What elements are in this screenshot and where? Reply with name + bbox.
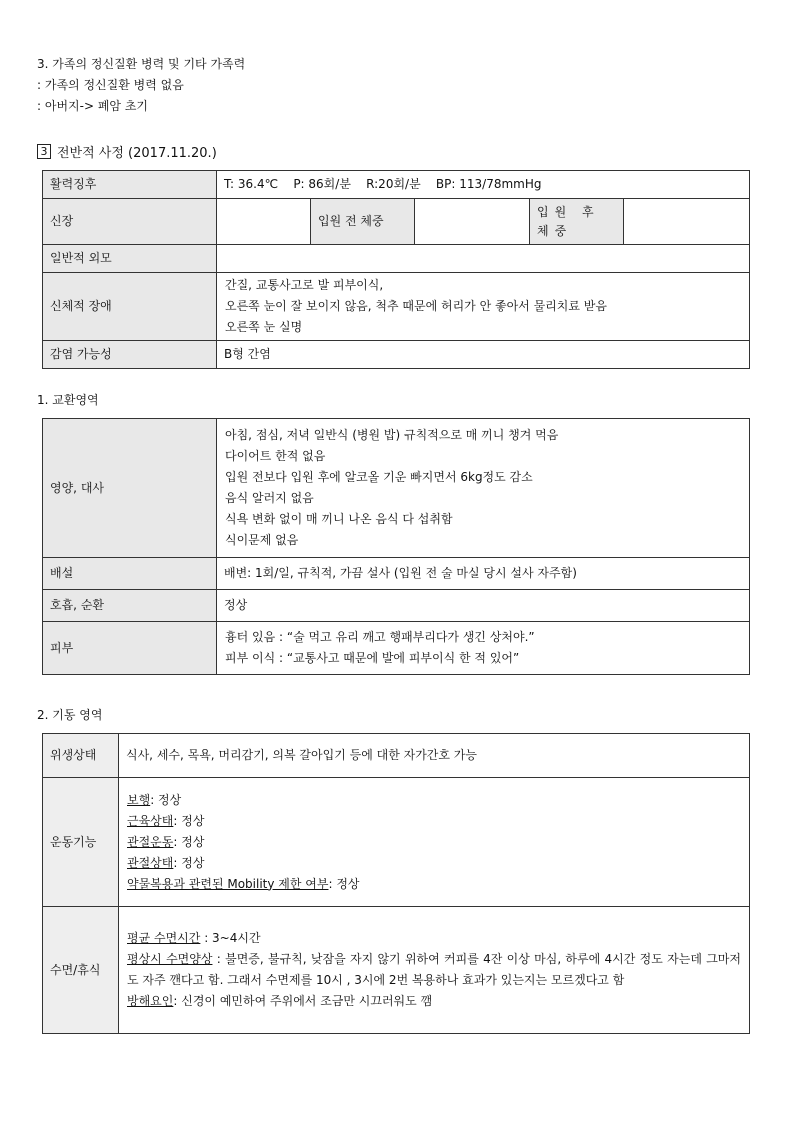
exchange-table — [42, 418, 750, 675]
item-value: : 정상 — [173, 834, 205, 849]
general-assessment-table — [42, 170, 750, 369]
text-line: 오른쪽 눈 실명 — [225, 320, 303, 334]
item-value: : 정상 — [173, 813, 205, 828]
item-value: : 정상 — [150, 792, 182, 807]
disability-label: 신체적 장애 — [43, 273, 217, 341]
text-line: 흉터 있음 : “술 먹고 유리 깨고 행패부리다가 생긴 상처야.” — [225, 630, 535, 644]
item-value: : 정상 — [328, 876, 360, 891]
item-key: 평균 수면시간 — [127, 931, 201, 945]
hygiene-label: 위생상태 — [43, 734, 119, 778]
hygiene-value: 식사, 세수, 목욕, 머리감기, 의복 갈아입기 등에 대한 자가간호 가능 — [119, 734, 750, 778]
family-history-heading: 3. 가족의 정신질환 병력 및 기타 가족력 — [37, 57, 246, 71]
table-row — [43, 171, 750, 199]
text-line — [127, 874, 741, 895]
vital-signs-value: T: 36.4℃ P: 86회/분 R:20회/분 BP: 113/78mmHg — [217, 171, 750, 199]
item-key: 관절상태 — [127, 855, 174, 870]
family-history-line: : 아버지-> 폐암 초기 — [37, 99, 149, 113]
section-heading — [37, 142, 217, 161]
text-line — [127, 832, 741, 853]
table-row — [43, 734, 750, 778]
excretion-label: 배설 — [43, 558, 217, 590]
text-line: 입원 전보다 입원 후에 알코올 기운 빠지면서 6kg정도 감소 — [225, 470, 533, 484]
section-title: 전반적 사정 (2017.11.20.) — [57, 146, 217, 161]
section-number-box: 3 — [37, 144, 51, 159]
sleep-value — [119, 907, 750, 1034]
text-line — [127, 949, 741, 991]
skin-value — [217, 622, 750, 675]
item-value: : 신경이 예민하여 주위에서 조금만 시끄러워도 깸 — [173, 994, 433, 1008]
text-line: 음식 알러지 없음 — [225, 491, 314, 505]
weight-after-value — [624, 199, 750, 245]
table-row — [43, 245, 750, 273]
table-row — [43, 778, 750, 907]
item-value: : 정상 — [173, 855, 205, 870]
table-row — [43, 622, 750, 675]
text-line: 아침, 점심, 저녁 일반식 (병원 밥) 규칙적으로 매 끼니 챙겨 먹음 — [225, 428, 559, 442]
vital-signs-label: 활력징후 — [43, 171, 217, 199]
sleep-label: 수면/휴식 — [43, 907, 119, 1034]
motor-value — [119, 778, 750, 907]
text-line: 다이어트 한적 없음 — [225, 449, 326, 463]
table-row — [43, 419, 750, 558]
text-line — [127, 790, 741, 811]
activity-table — [42, 733, 750, 1034]
weight-before-label: 입원 전 체중 — [311, 199, 415, 245]
item-key: 근육상태 — [127, 813, 174, 828]
text-line — [127, 928, 741, 949]
activity-heading: 2. 기동 영역 — [37, 708, 103, 722]
table-row — [43, 558, 750, 590]
item-key: 평상시 수면양상 — [127, 952, 213, 966]
item-value: : 불면증, 불규칙, 낮잠을 자지 않기 위하여 커피를 4잔 이상 마심, 하루에 4시간 정도 자는데 그마저도 자주 깬다고 함. 그래서 수면제를 10시 , 3시에 2번 복용하나 효과가 있는지는 모르겠다고 함 — [127, 952, 741, 987]
text-line — [127, 853, 741, 874]
text-line — [127, 991, 741, 1012]
motor-label: 운동기능 — [43, 778, 119, 907]
text-line: 식이문제 없음 — [225, 533, 299, 547]
nutrition-label: 영양, 대사 — [43, 419, 217, 558]
height-value — [217, 199, 311, 245]
text-line: 피부 이식 : “교통사고 때문에 발에 피부이식 한 적 있어” — [225, 651, 520, 665]
respiration-label: 호흡, 순환 — [43, 590, 217, 622]
item-key: 보행 — [127, 792, 151, 807]
excretion-value: 배변: 1회/일, 규칙적, 가끔 설사 (입원 전 술 마실 당시 설사 자주함) — [217, 558, 750, 590]
disability-value — [217, 273, 750, 341]
item-key: 관절운동 — [127, 834, 174, 849]
skin-label: 피부 — [43, 622, 217, 675]
text-line: 간질, 교통사고로 발 피부이식, — [225, 278, 384, 292]
infection-label: 감염 가능성 — [43, 341, 217, 369]
respiration-value: 정상 — [217, 590, 750, 622]
table-row — [43, 590, 750, 622]
exchange-heading: 1. 교환영역 — [37, 393, 99, 407]
table-row — [43, 199, 750, 245]
nutrition-value — [217, 419, 750, 558]
table-row — [43, 341, 750, 369]
text-line: 식욕 변화 없이 매 끼니 나온 음식 다 섭취함 — [225, 512, 453, 526]
weight-before-value — [415, 199, 530, 245]
item-key: 약물복용과 관련된 Mobility 제한 여부 — [127, 876, 329, 891]
table-row — [43, 907, 750, 1034]
text-line: 오른쪽 눈이 잘 보이지 않음, 척추 때문에 허리가 안 좋아서 물리치료 받음 — [225, 299, 607, 313]
text-line — [127, 811, 741, 832]
weight-after-label: 입원 후 체중 — [530, 199, 624, 245]
item-key: 방해요인 — [127, 994, 174, 1008]
appearance-value — [217, 245, 750, 273]
item-value: : 3~4시간 — [200, 931, 261, 945]
height-label: 신장 — [43, 199, 217, 245]
table-row — [43, 273, 750, 341]
family-history-line: : 가족의 정신질환 병력 없음 — [37, 78, 184, 92]
appearance-label: 일반적 외모 — [43, 245, 217, 273]
infection-value: B형 간염 — [217, 341, 750, 369]
